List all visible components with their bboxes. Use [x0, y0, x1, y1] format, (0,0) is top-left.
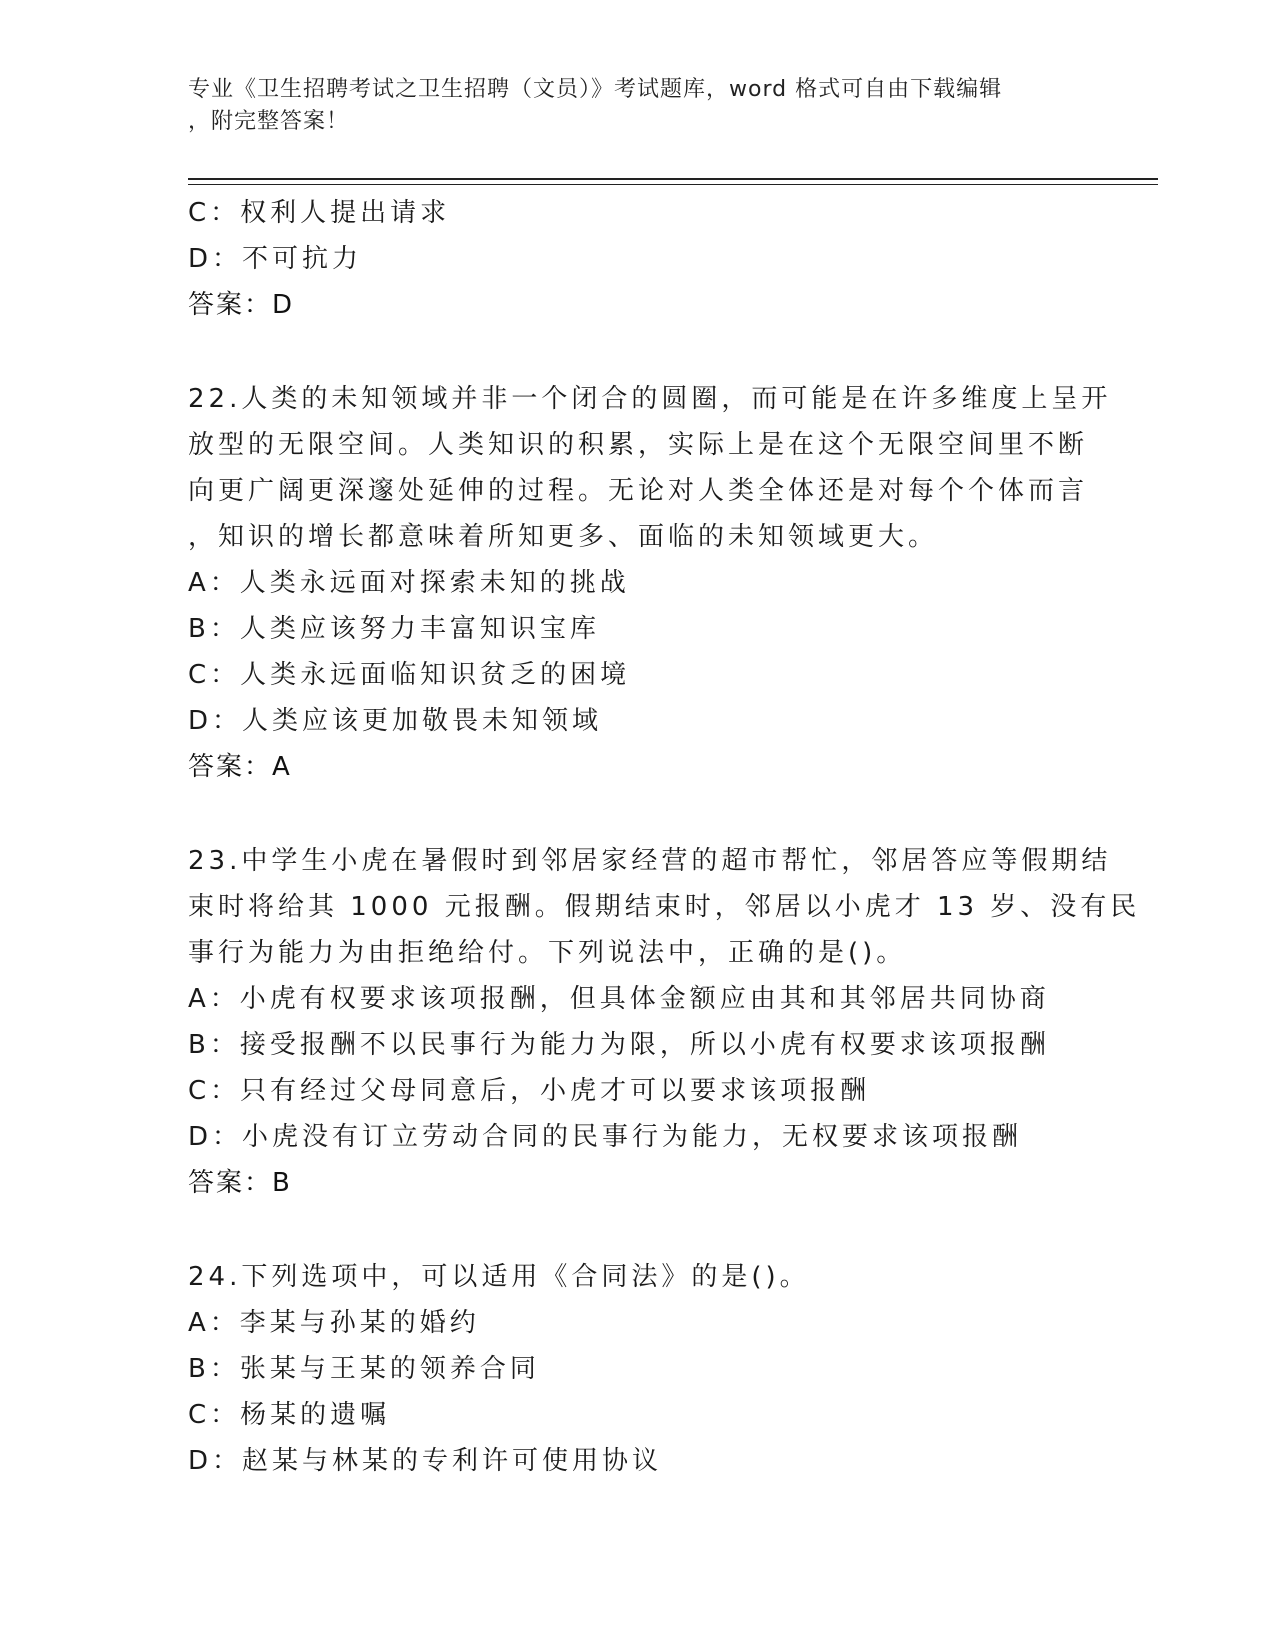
question-stem-line: 向更广阔更深邃处延伸的过程。无论对人类全体还是对每个个体而言: [188, 476, 1089, 506]
answer-line: 答案：B: [188, 1168, 292, 1198]
question-stem-line: 束时将给其 1000 元报酬。假期结束时，邻居以小虎才 13 岁、没有民: [188, 892, 1141, 922]
question-list: [188, 190, 1141, 1484]
answer-line: 答案：A: [188, 752, 292, 782]
header-line-2: ，附完整答案！: [188, 109, 350, 134]
option-c: C：权利人提出请求: [188, 198, 451, 228]
question-22: [188, 376, 1112, 790]
option-d: D：人类应该更加敬畏未知领域: [188, 706, 603, 736]
option-d: D：小虎没有订立劳动合同的民事行为能力，无权要求该项报酬: [188, 1122, 1023, 1152]
option-c: C：只有经过父母同意后，小虎才可以要求该项报酬: [188, 1076, 871, 1106]
question-stem-line: 22.人类的未知领域并非一个闭合的圆圈，而可能是在许多维度上呈开: [188, 384, 1112, 414]
header-line-1: 专业《卫生招聘考试之卫生招聘（文员）》考试题库，word 格式可自由下载编辑: [188, 77, 1003, 102]
option-b: B：接受报酬不以民事行为能力为限，所以小虎有权要求该项报酬: [188, 1030, 1050, 1060]
option-a: A：小虎有权要求该项报酬，但具体金额应由其和其邻居共同协商: [188, 984, 1050, 1014]
option-a: A：李某与孙某的婚约: [188, 1308, 480, 1338]
answer-line: 答案：D: [188, 290, 295, 320]
question-stem-line: 23.中学生小虎在暑假时到邻居家经营的超市帮忙，邻居答应等假期结: [188, 846, 1112, 876]
option-c: C：人类永远面临知识贫乏的困境: [188, 660, 631, 690]
question-23: [188, 838, 1141, 1206]
option-b: B：人类应该努力丰富知识宝库: [188, 614, 600, 644]
header-rule-thick: [188, 178, 1158, 180]
question-stem-line: 放型的无限空间。人类知识的积累，实际上是在这个无限空间里不断: [188, 430, 1089, 460]
option-d: D：不可抗力: [188, 244, 363, 274]
header-rule-thin: [188, 184, 1158, 185]
option-b: B：张某与王某的领养合同: [188, 1354, 540, 1384]
option-d: D：赵某与林某的专利许可使用协议: [188, 1446, 663, 1476]
question-stem-line: ，知识的增长都意味着所知更多、面临的未知领域更大。: [188, 522, 939, 552]
question-stem-line: 事行为能力为由拒绝给付。下列说法中，正确的是()。: [188, 938, 907, 968]
option-c: C：杨某的遗嘱: [188, 1400, 391, 1430]
question-24: [188, 1254, 1088, 1484]
document-header: [188, 74, 1088, 138]
option-a: A：人类永远面对探索未知的挑战: [188, 568, 630, 598]
question-stem-line: 24.下列选项中，可以适用《合同法》的是()。: [188, 1262, 810, 1292]
